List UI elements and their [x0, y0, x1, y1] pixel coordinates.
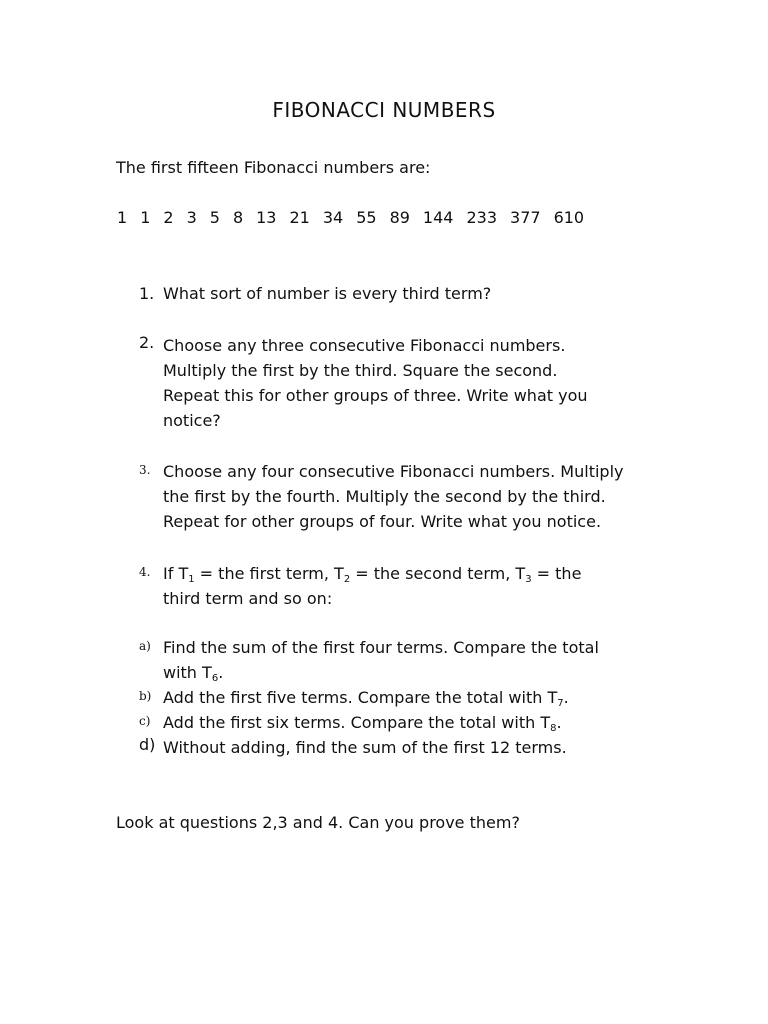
question-number: 1.: [139, 284, 155, 303]
subpart-line: Add the first six terms. Compare the total with $T_8$.: [163, 713, 562, 734]
question-line: If $T_1$ = the first term, $T_2$ = the second term, $T_3$ = the: [163, 564, 582, 585]
sequence-number: 610: [553, 208, 585, 227]
intro-text: The first fifteen Fibonacci numbers are:: [116, 158, 431, 177]
subpart-line: Without adding, find the sum of the first 12 terms.: [163, 738, 567, 757]
question-line: Choose any four consecutive Fibonacci numbers. Multiply: [163, 462, 624, 481]
fibonacci-sequence: [117, 208, 597, 227]
question-line: third term and so on:: [163, 589, 333, 608]
sequence-number: 8: [232, 208, 244, 227]
question-line: Choose any three consecutive Fibonacci numbers.: [163, 336, 566, 355]
subpart-line: Add the first five terms. Compare the total with $T_7$.: [163, 688, 569, 709]
sequence-number: 3: [186, 208, 197, 227]
sequence-number: 377: [510, 208, 541, 227]
sequence-number: 2: [163, 208, 174, 227]
subpart-line: with $T_6$.: [163, 663, 224, 684]
subpart-label: d): [139, 735, 156, 754]
question-line: Repeat for other groups of four. Write what you notice.: [163, 512, 602, 531]
sequence-number: 1: [140, 208, 151, 227]
question-number: 4.: [139, 565, 151, 579]
subpart-label: c): [139, 714, 151, 728]
question-line: Repeat this for other groups of three. Write what you: [163, 386, 588, 405]
question-text: What sort of number is every third term?: [163, 284, 492, 303]
question-line: the first by the fourth. Multiply the second by the third.: [163, 487, 606, 506]
page-title: FIBONACCI NUMBERS: [272, 98, 496, 122]
subpart-label: b): [139, 689, 152, 703]
sequence-number: 13: [256, 208, 277, 227]
sequence-number: 233: [466, 208, 498, 227]
sequence-number: 89: [389, 208, 410, 227]
question-line: Multiply the first by the third. Square the second.: [163, 361, 558, 380]
question-line: notice?: [163, 411, 221, 430]
subpart-label: a): [139, 639, 151, 653]
sequence-number: 34: [322, 208, 344, 227]
question-number: 2.: [139, 333, 155, 352]
subpart-line: Find the sum of the first four terms. Compare the total: [163, 638, 599, 657]
sequence-number: 55: [356, 208, 377, 227]
sequence-number: 21: [289, 208, 310, 227]
sequence-number: 1: [117, 208, 128, 227]
question-number: 3.: [139, 463, 151, 477]
sequence-number: 144: [422, 208, 454, 227]
closing-question: Look at questions 2,3 and 4. Can you prove them?: [116, 813, 520, 832]
sequence-number: 5: [209, 208, 220, 227]
